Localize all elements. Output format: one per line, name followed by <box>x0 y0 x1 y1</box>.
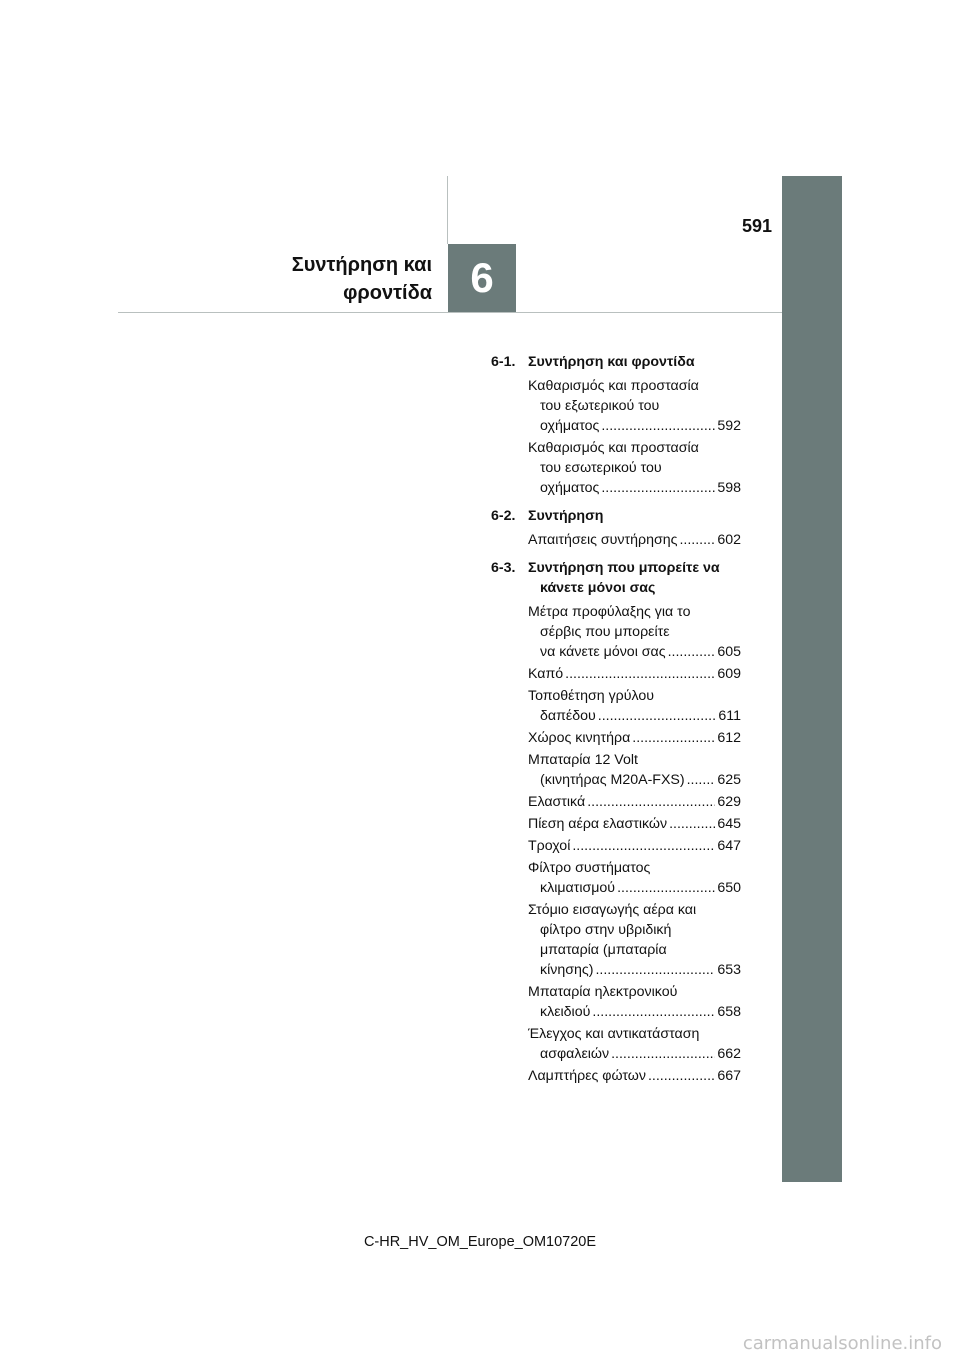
header-vertical-divider <box>447 176 448 244</box>
toc-entry[interactable] <box>528 376 741 436</box>
document-code: C-HR_HV_OM_Europe_OM10720E <box>363 1234 597 1250</box>
toc-section-title-line: κάνετε μόνοι σας <box>540 580 656 596</box>
dot-leader <box>687 770 716 790</box>
toc-section-number: 6-1. <box>491 354 516 370</box>
chapter-title-line2: φροντίδα <box>343 282 432 304</box>
dot-leader <box>598 706 717 726</box>
toc-entry-text: Απαιτήσεις συντήρησης <box>528 532 678 548</box>
toc-entry[interactable] <box>528 750 741 790</box>
toc-entry-page: 611 <box>718 708 741 724</box>
toc-entry[interactable] <box>528 900 741 980</box>
dot-leader <box>668 642 716 662</box>
toc-entry[interactable] <box>528 686 741 726</box>
toc-entry-page: 605 <box>717 644 741 660</box>
toc-entry-line: Τοποθέτηση γρύλου <box>528 688 655 704</box>
toc-entry-line: Καθαρισμός και προστασία <box>528 378 699 394</box>
toc-entry-page: 592 <box>717 418 741 434</box>
toc-entry-last-line <box>528 836 741 856</box>
toc-entry-page: 602 <box>717 532 741 548</box>
dot-leader <box>669 814 715 834</box>
dot-leader <box>679 530 715 550</box>
chapter-side-tab <box>782 176 842 1182</box>
dot-leader <box>611 1044 715 1064</box>
dot-leader <box>601 478 715 498</box>
toc-entry-last-line <box>528 878 741 898</box>
toc-entry-page: 629 <box>717 794 741 810</box>
toc-entry-text: Λαμπτήρες φώτων <box>528 1068 646 1084</box>
toc-entry-last-line <box>528 960 741 980</box>
table-of-contents <box>491 352 741 1094</box>
toc-entry-last-line <box>528 664 741 684</box>
chapter-title <box>200 251 432 307</box>
dot-leader <box>565 664 715 684</box>
chapter-title-line1: Συντήρηση και <box>291 254 432 276</box>
toc-entry[interactable] <box>528 814 741 834</box>
toc-entry-text: να κάνετε μόνοι σας <box>540 644 666 660</box>
toc-section-title-line: Συντήρηση και φροντίδα <box>528 354 695 370</box>
dot-leader <box>595 960 715 980</box>
toc-entry[interactable] <box>528 836 741 856</box>
toc-entry-last-line <box>528 1044 741 1064</box>
toc-entry[interactable] <box>528 664 741 684</box>
toc-entry-page: 645 <box>717 816 741 832</box>
toc-entry-page: 598 <box>717 480 741 496</box>
toc-entry-text: Καπό <box>528 666 564 682</box>
toc-entry-last-line <box>528 728 741 748</box>
toc-entry-line: του εσωτερικού του <box>540 460 662 476</box>
toc-entry-page: 650 <box>717 880 741 896</box>
toc-entry[interactable] <box>528 728 741 748</box>
dot-leader <box>632 728 715 748</box>
toc-entry-line: φίλτρο στην υβριδική <box>540 922 672 938</box>
toc-entry[interactable] <box>528 1066 741 1086</box>
toc-section-title <box>528 506 741 526</box>
toc-entry-text: Χώρος κινητήρα <box>528 730 631 746</box>
toc-entry-last-line <box>528 478 741 498</box>
toc-entry-last-line <box>528 416 741 436</box>
toc-entry[interactable] <box>528 792 741 812</box>
toc-entry-page: 653 <box>717 962 741 978</box>
toc-entry-page: 609 <box>717 666 741 682</box>
toc-entry-line: Φίλτρο συστήματος <box>528 860 651 876</box>
toc-entry[interactable] <box>528 858 741 898</box>
toc-entry-page: 612 <box>717 730 741 746</box>
toc-entry-line: Στόμιο εισαγωγής αέρα και <box>528 902 697 918</box>
dot-leader <box>648 1066 715 1086</box>
toc-entry-line: Μέτρα προφύλαξης για το <box>528 604 691 620</box>
toc-entry-text: κλειδιού <box>540 1004 591 1020</box>
toc-entry-text: Πίεση αέρα ελαστικών <box>528 816 668 832</box>
toc-entry-page: 658 <box>717 1004 741 1020</box>
toc-entry-text: Τροχοί <box>528 838 571 854</box>
toc-section-title-line: Συντήρηση που μπορείτε να <box>528 560 720 576</box>
page-number: 591 <box>741 216 772 236</box>
watermark: carmanualsonline.info <box>742 1333 942 1354</box>
toc-section-heading[interactable] <box>491 506 741 526</box>
toc-entry-page: 662 <box>717 1046 741 1062</box>
toc-section-title <box>528 352 741 372</box>
toc-entry-page: 625 <box>717 772 741 788</box>
dot-leader <box>572 836 715 856</box>
toc-entry-last-line <box>528 770 741 790</box>
toc-section-heading[interactable] <box>491 352 741 372</box>
toc-entry[interactable] <box>528 530 741 550</box>
toc-entry-last-line <box>528 1002 741 1022</box>
toc-entry-line: Μπαταρία ηλεκτρονικού <box>528 984 678 1000</box>
toc-entry-text: (κινητήρας M20A-FXS) <box>540 772 685 788</box>
chapter-number-box <box>448 244 516 312</box>
section-spacer <box>491 1088 741 1094</box>
toc-entry-line: Μπαταρία 12 Volt <box>528 752 638 768</box>
toc-entry-last-line <box>528 814 741 834</box>
toc-entry-last-line <box>528 642 741 662</box>
toc-section-number: 6-3. <box>491 560 516 576</box>
toc-entry[interactable] <box>528 602 741 662</box>
toc-entry-last-line <box>528 1066 741 1086</box>
toc-entry-line: Καθαρισμός και προστασία <box>528 440 699 456</box>
toc-entry-text: οχήματος <box>540 480 600 496</box>
toc-entry-last-line <box>528 530 741 550</box>
toc-entry-text: κλιματισμού <box>540 880 616 896</box>
toc-entry-text: κίνησης) <box>540 962 594 978</box>
toc-entry-last-line <box>528 706 741 726</box>
toc-section-title-line: Συντήρηση <box>528 508 604 524</box>
dot-leader <box>601 416 715 436</box>
toc-entry-line: σέρβις που μπορείτε <box>540 624 670 640</box>
toc-entry-text: Ελαστικά <box>528 794 586 810</box>
dot-leader <box>587 792 715 812</box>
chapter-number: 6 <box>470 254 494 301</box>
toc-section-number: 6-2. <box>491 508 516 524</box>
toc-section-heading[interactable] <box>491 558 741 598</box>
toc-entry-last-line <box>528 792 741 812</box>
toc-entry-line: μπαταρία (μπαταρία <box>540 942 667 958</box>
dot-leader <box>592 1002 715 1022</box>
toc-entry[interactable] <box>528 1024 741 1064</box>
toc-entry-text: ασφαλειών <box>540 1046 610 1062</box>
toc-entry-line: Έλεγχος και αντικατάσταση <box>528 1026 700 1042</box>
header-horizontal-divider <box>118 312 782 313</box>
toc-entry-line: του εξωτερικού του <box>540 398 660 414</box>
toc-entry[interactable] <box>528 982 741 1022</box>
toc-entry-page: 647 <box>717 838 741 854</box>
toc-entry-text: δαπέδου <box>540 708 596 724</box>
toc-entry-text: οχήματος <box>540 418 600 434</box>
dot-leader <box>617 878 715 898</box>
toc-section-title <box>528 558 741 598</box>
toc-entry-page: 667 <box>717 1068 741 1084</box>
toc-entry[interactable] <box>528 438 741 498</box>
